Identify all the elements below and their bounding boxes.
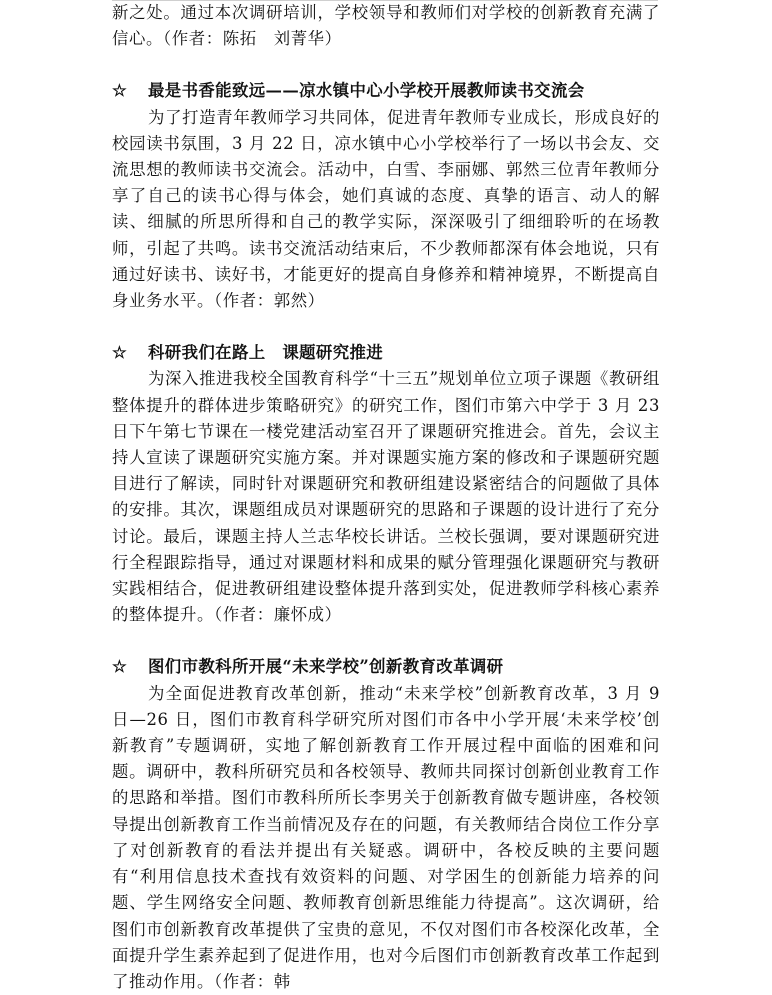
star-icon: ☆	[112, 81, 128, 101]
continued-paragraph: 新之处。通过本次调研培训，学校领导和教师们对学校的创新教育充满了信心。（作者：陈拓 刘菁华）	[112, 3, 660, 49]
section-body-research: 为深入推进我校全国教育科学“十三五”规划单位立项子课题《教研组整体提升的群体进步策略研究》的研究工作，图们市第六中学于 3 月 23 日下午第七节课在一楼党建活动室召开了课题研究推进会。首先，会议主持人宣读了课题研究实施方案。并对课题实施方案的修改和子课题研究题目进行了解读，同时针对课题研究和教研组建设紧密结合的问题做了具体的安排。其次，课题组成员对课题研究的思路和子课题的设计进行了充分讨论。最后，课题主持人兰志华校长讲话。兰校长强调，要对课题研究进行全程跟踪指导，通过对课题材料和成果的赋分管理强化课题研究与教研实践相结合，促进教研组建设整体提升落到实处，促进教师学科核心素养的整体提升。（作者：廉怀成）	[112, 369, 660, 625]
section-body-reading: 为了打造青年教师学习共同体，促进青年教师专业成长，形成良好的校园读书氛围，3 月 22 日，凉水镇中心小学校举行了一场以书会友、交流思想的教师读书交流会。活动中，白雪、李丽娜、郭然三位青年教师分享了自己的读书心得与体会，她们真诚的态度、真挚的语言、动人的解读、细腻的所思所得和自己的教学实际，深深吸引了细细聆听的在场教师，引起了共鸣。读书交流活动结束后，不少教师都深有体会地说，只有通过好读书、读好书，才能更好的提高自身修养和精神境界，不断提高自身业务水平。（作者：郭然）	[112, 107, 660, 311]
section-heading-future-school	[112, 654, 660, 680]
section-title: 科研我们在路上 课题研究推进	[148, 343, 384, 363]
section-body-future-school: 为全面促进教育改革创新，推动“未来学校”创新教育改革，3 月 9 日—26 日，图们市教育科学研究所对图们市各中小学开展‘未来学校’创新教育”专题调研，实地了解创新教育工作开展过程中面临的困难和问题。调研中，教科所研究员和各校领导、教师共同探讨创新创业教育工作的思路和举措。图们市教科所所长李男关于创新教育做专题讲座，各校领导提出创新教育工作当前情况及存在的问题，有关教师结合岗位工作分享了对创新教育的看法并提出有关疑惑。调研中，各校反映的主要问题有“利用信息技术查找有效资料的问题、对学困生的创新能力培养的问题、学生网络安全问题、教师教育创新思维能力待提高”。这次调研，给图们市创新教育改革提供了宝贵的意见，不仅对图们市各校深化改革，全面提升学生素养起到了促进作用，也对今后图们市创新教育改革工作起到了推动作用。（作者：韩	[112, 683, 660, 991]
section-title: 最是书香能致远——凉水镇中心小学校开展教师读书交流会	[148, 81, 585, 101]
section-title: 图们市教科所开展“未来学校”创新教育改革调研	[148, 657, 504, 677]
section-gap	[112, 314, 660, 340]
section-heading-research	[112, 340, 660, 366]
article-column	[112, 0, 660, 995]
section-gap	[112, 628, 660, 654]
star-icon: ☆	[112, 343, 128, 363]
section-gap	[112, 52, 660, 78]
star-icon: ☆	[112, 657, 128, 677]
section-heading-reading	[112, 78, 660, 104]
